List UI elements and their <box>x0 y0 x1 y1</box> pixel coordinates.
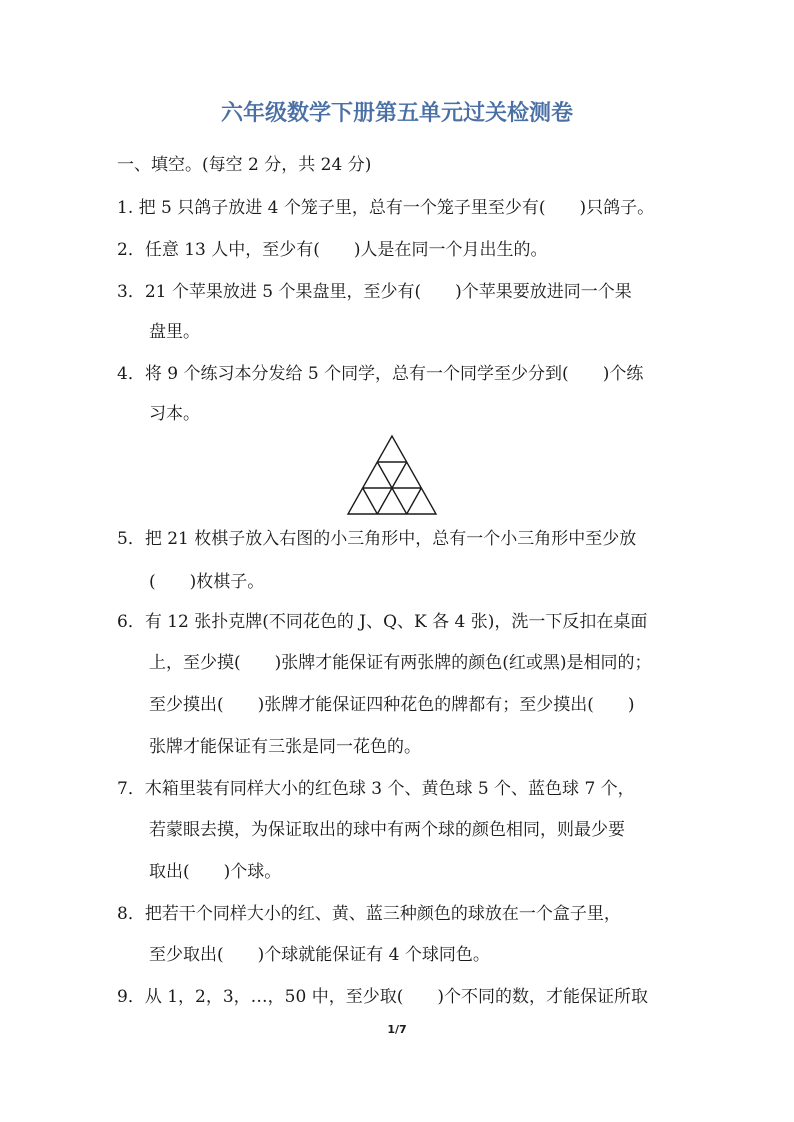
section-heading: 一、填空。(每空 2 分，共 24 分) <box>117 155 372 175</box>
question-3-line-1: 3．21 个苹果放进 5 个果盘里，至少有( )个苹果要放进同一个果 <box>117 282 632 302</box>
outer-triangle <box>348 436 436 514</box>
question-6-line-3: 至少摸出( )张牌才能保证四种花色的牌都有；至少摸出( ) <box>149 695 635 715</box>
question-9-line-1: 9．从 1，2，3，…，50 中，至少取( )个不同的数，才能保证所取 <box>117 987 648 1007</box>
question-6-line-4: 张牌才能保证有三张是同一花色的。 <box>149 737 421 757</box>
question-7-line-1: 7．木箱里装有同样大小的红色球 3 个、黄色球 5 个、蓝色球 7 个， <box>117 779 635 799</box>
question-3-line-2: 盘里。 <box>149 322 200 342</box>
question-1-line-1: 1. 把 5 只鸽子放进 4 个笼子里，总有一个笼子里至少有( )只鸽子。 <box>117 198 655 218</box>
question-6-line-1: 6．有 12 张扑克牌(不同花色的 J、Q、K 各 4 张)，洗一下反扣在桌面 <box>117 612 648 632</box>
page-number: 1/7 <box>387 1023 407 1036</box>
question-5-line-2: ( )枚棋子。 <box>149 572 265 592</box>
question-6-line-2: 上，至少摸( )张牌才能保证有两张牌的颜色(红或黑)是相同的； <box>149 653 652 673</box>
diagonal-line-4 <box>407 488 422 514</box>
page-title: 六年级数学下册第五单元过关检测卷 <box>220 101 573 126</box>
question-2-line-1: 2．任意 13 人中，至少有( )人是在同一个月出生的。 <box>117 240 548 260</box>
question-7-line-3: 取出( )个球。 <box>149 862 282 882</box>
question-8-line-2: 至少取出( )个球就能保证有 4 个球同色。 <box>149 945 490 965</box>
question-5-line-1: 5．把 21 枚棋子放入右图的小三角形中，总有一个小三角形中至少放 <box>117 529 637 549</box>
triangle-grid-figure <box>346 434 438 516</box>
question-4-line-2: 习本。 <box>149 404 200 424</box>
question-4-line-1: 4．将 9 个练习本分发给 5 个同学，总有一个同学至少分到( )个练 <box>117 364 644 384</box>
question-7-line-2: 若蒙眼去摸，为保证取出的球中有两个球的颜色相同，则最少要 <box>149 820 625 840</box>
diagonal-line-3 <box>363 488 378 514</box>
question-8-line-1: 8．把若干个同样大小的红、黄、蓝三种颜色的球放在一个盒子里， <box>117 904 621 924</box>
